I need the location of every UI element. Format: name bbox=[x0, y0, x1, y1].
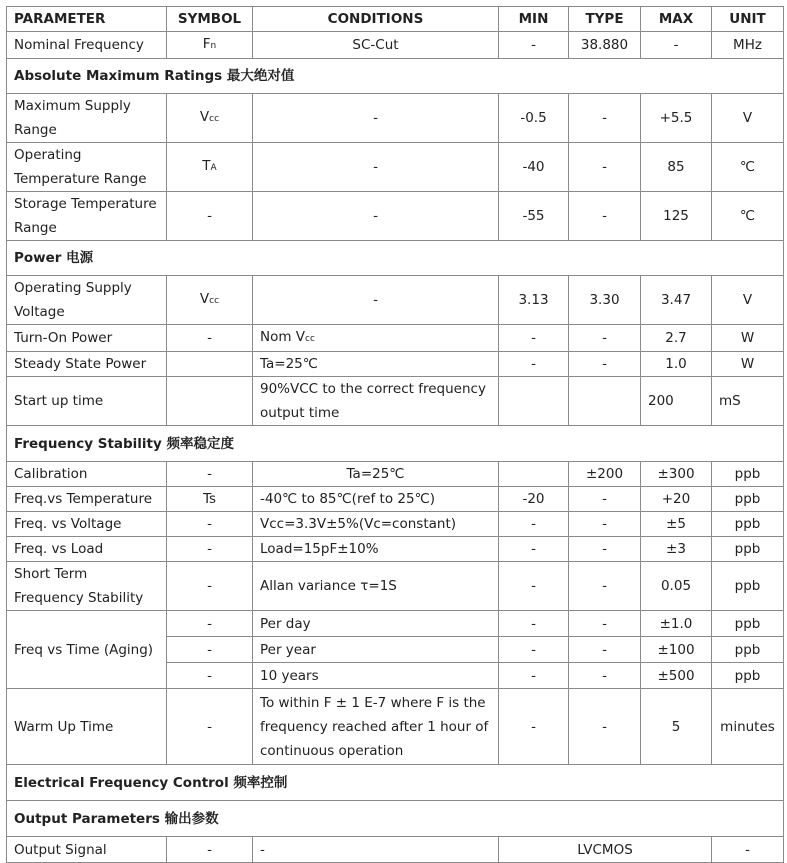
param-cell: Output Signal bbox=[7, 837, 167, 863]
max-cell: 1.0 bbox=[641, 352, 712, 377]
unit-cell: ppb bbox=[712, 512, 784, 537]
condition-cell: Ta=25℃ bbox=[253, 352, 499, 377]
param-cell: Operating Temperature Range bbox=[7, 143, 167, 192]
symbol-cell bbox=[167, 377, 253, 426]
condition-cell: Allan variance τ=1S bbox=[253, 562, 499, 611]
symbol-cell: Vcc bbox=[167, 94, 253, 143]
table-row bbox=[7, 562, 784, 611]
symbol-cell: Vcc bbox=[167, 276, 253, 325]
symbol-cell: - bbox=[167, 325, 253, 352]
unit-cell: mS bbox=[712, 377, 784, 426]
table-row bbox=[7, 377, 784, 426]
unit-cell: ℃ bbox=[712, 192, 784, 241]
condition-cell: Load=15pF±10% bbox=[253, 537, 499, 562]
min-cell bbox=[499, 462, 569, 487]
min-cell: -55 bbox=[499, 192, 569, 241]
unit-cell: ppb bbox=[712, 462, 784, 487]
max-cell: +5.5 bbox=[641, 94, 712, 143]
type-cell: - bbox=[569, 512, 641, 537]
min-cell: - bbox=[499, 352, 569, 377]
param-cell: Storage Temperature Range bbox=[7, 192, 167, 241]
symbol-cell: - bbox=[167, 562, 253, 611]
min-cell: - bbox=[499, 325, 569, 352]
type-cell: 38.880 bbox=[569, 32, 641, 59]
max-cell: 0.05 bbox=[641, 562, 712, 611]
min-cell: - bbox=[499, 537, 569, 562]
header-symbol: SYMBOL bbox=[167, 7, 253, 32]
symbol-cell: - bbox=[167, 837, 253, 863]
section-row bbox=[7, 426, 784, 462]
unit-cell: V bbox=[712, 276, 784, 325]
symbol-cell: - bbox=[167, 663, 253, 689]
table-row bbox=[7, 325, 784, 352]
type-cell: - bbox=[569, 562, 641, 611]
param-cell: Nominal Frequency bbox=[7, 32, 167, 59]
max-cell: 2.7 bbox=[641, 325, 712, 352]
param-cell: Start up time bbox=[7, 377, 167, 426]
max-cell: 200 bbox=[641, 377, 712, 426]
table-row bbox=[7, 32, 784, 59]
type-cell: - bbox=[569, 637, 641, 663]
header-row bbox=[7, 7, 784, 32]
condition-cell: - bbox=[253, 94, 499, 143]
max-cell: 3.47 bbox=[641, 276, 712, 325]
min-cell: - bbox=[499, 562, 569, 611]
header-unit: UNIT bbox=[712, 7, 784, 32]
table-row bbox=[7, 94, 784, 143]
symbol-cell: - bbox=[167, 512, 253, 537]
min-cell: - bbox=[499, 663, 569, 689]
condition-cell: -40℃ to 85℃(ref to 25℃) bbox=[253, 487, 499, 512]
condition-cell: Nom Vcc bbox=[253, 325, 499, 352]
type-cell: - bbox=[569, 192, 641, 241]
table-row bbox=[7, 487, 784, 512]
header-conditions: CONDITIONS bbox=[253, 7, 499, 32]
table-row bbox=[7, 143, 784, 192]
section-title-abs: Absolute Maximum Ratings 最大绝对值 bbox=[7, 59, 784, 94]
section-title-efc: Electrical Frequency Control 频率控制 bbox=[7, 765, 784, 801]
min-cell: -20 bbox=[499, 487, 569, 512]
section-row bbox=[7, 765, 784, 801]
unit-cell: W bbox=[712, 325, 784, 352]
unit-cell: ppb bbox=[712, 487, 784, 512]
condition-cell: SC-Cut bbox=[253, 32, 499, 59]
symbol-cell: - bbox=[167, 611, 253, 637]
condition-cell: - bbox=[253, 837, 499, 863]
type-cell: - bbox=[569, 689, 641, 765]
table-row bbox=[7, 689, 784, 765]
symbol-cell: - bbox=[167, 462, 253, 487]
unit-cell: minutes bbox=[712, 689, 784, 765]
spec-table bbox=[6, 6, 784, 863]
param-cell: Short Term Frequency Stability bbox=[7, 562, 167, 611]
type-cell: - bbox=[569, 352, 641, 377]
unit-cell: ppb bbox=[712, 637, 784, 663]
symbol-cell: - bbox=[167, 192, 253, 241]
condition-cell: Per year bbox=[253, 637, 499, 663]
value-cell: LVCMOS bbox=[499, 837, 712, 863]
type-cell: 3.30 bbox=[569, 276, 641, 325]
condition-cell: 10 years bbox=[253, 663, 499, 689]
min-cell: 3.13 bbox=[499, 276, 569, 325]
param-cell: Freq. vs Load bbox=[7, 537, 167, 562]
table-row bbox=[7, 352, 784, 377]
unit-cell: MHz bbox=[712, 32, 784, 59]
unit-cell: ppb bbox=[712, 663, 784, 689]
condition-cell: Vcc=3.3V±5%(Vc=constant) bbox=[253, 512, 499, 537]
param-cell: Warm Up Time bbox=[7, 689, 167, 765]
min-cell bbox=[499, 377, 569, 426]
type-cell: ±200 bbox=[569, 462, 641, 487]
unit-cell: V bbox=[712, 94, 784, 143]
param-cell: Calibration bbox=[7, 462, 167, 487]
param-cell: Turn-On Power bbox=[7, 325, 167, 352]
section-title-output: Output Parameters 输出参数 bbox=[7, 801, 784, 837]
max-cell: 5 bbox=[641, 689, 712, 765]
unit-cell: ppb bbox=[712, 611, 784, 637]
table-row bbox=[7, 537, 784, 562]
table-row bbox=[7, 276, 784, 325]
max-cell: ±5 bbox=[641, 512, 712, 537]
symbol-cell: - bbox=[167, 689, 253, 765]
type-cell: - bbox=[569, 94, 641, 143]
min-cell: - bbox=[499, 637, 569, 663]
condition-cell: - bbox=[253, 192, 499, 241]
header-min: MIN bbox=[499, 7, 569, 32]
min-cell: - bbox=[499, 512, 569, 537]
max-cell: ±3 bbox=[641, 537, 712, 562]
param-cell: Freq. vs Voltage bbox=[7, 512, 167, 537]
table-row bbox=[7, 192, 784, 241]
type-cell: - bbox=[569, 143, 641, 192]
type-cell bbox=[569, 377, 641, 426]
unit-cell: ppb bbox=[712, 562, 784, 611]
min-cell: -40 bbox=[499, 143, 569, 192]
section-row bbox=[7, 241, 784, 276]
min-cell: - bbox=[499, 32, 569, 59]
param-cell: Operating Supply Voltage bbox=[7, 276, 167, 325]
table-row bbox=[7, 512, 784, 537]
unit-cell: ppb bbox=[712, 537, 784, 562]
max-cell: 125 bbox=[641, 192, 712, 241]
unit-cell: W bbox=[712, 352, 784, 377]
condition-cell: - bbox=[253, 276, 499, 325]
symbol-cell bbox=[167, 352, 253, 377]
max-cell: 85 bbox=[641, 143, 712, 192]
unit-cell: - bbox=[712, 837, 784, 863]
max-cell: ±100 bbox=[641, 637, 712, 663]
max-cell: +20 bbox=[641, 487, 712, 512]
param-cell: Steady State Power bbox=[7, 352, 167, 377]
unit-cell: ℃ bbox=[712, 143, 784, 192]
type-cell: - bbox=[569, 487, 641, 512]
condition-cell: - bbox=[253, 143, 499, 192]
condition-cell: To within F ± 1 E-7 where F is the frequency reached after 1 hour of continuous operation bbox=[253, 689, 499, 765]
symbol-cell: TA bbox=[167, 143, 253, 192]
min-cell: - bbox=[499, 611, 569, 637]
type-cell: - bbox=[569, 663, 641, 689]
section-row bbox=[7, 59, 784, 94]
param-cell: Maximum Supply Range bbox=[7, 94, 167, 143]
header-type: TYPE bbox=[569, 7, 641, 32]
param-cell: Freq vs Time (Aging) bbox=[7, 611, 167, 689]
table-row bbox=[7, 611, 784, 637]
table-row bbox=[7, 462, 784, 487]
type-cell: - bbox=[569, 537, 641, 562]
min-cell: -0.5 bbox=[499, 94, 569, 143]
symbol-cell: - bbox=[167, 637, 253, 663]
type-cell: - bbox=[569, 325, 641, 352]
section-title-stability: Frequency Stability 频率稳定度 bbox=[7, 426, 784, 462]
symbol-cell: - bbox=[167, 537, 253, 562]
header-parameter: PARAMETER bbox=[7, 7, 167, 32]
max-cell: ±1.0 bbox=[641, 611, 712, 637]
symbol-cell: Fn bbox=[167, 32, 253, 59]
section-row bbox=[7, 801, 784, 837]
condition-cell: Per day bbox=[253, 611, 499, 637]
max-cell: ±300 bbox=[641, 462, 712, 487]
header-max: MAX bbox=[641, 7, 712, 32]
symbol-cell: Ts bbox=[167, 487, 253, 512]
condition-cell: 90%VCC to the correct frequency output time bbox=[253, 377, 499, 426]
section-title-power: Power 电源 bbox=[7, 241, 784, 276]
type-cell: - bbox=[569, 611, 641, 637]
max-cell: ±500 bbox=[641, 663, 712, 689]
param-cell: Freq.vs Temperature bbox=[7, 487, 167, 512]
condition-cell: Ta=25℃ bbox=[253, 462, 499, 487]
min-cell: - bbox=[499, 689, 569, 765]
max-cell: - bbox=[641, 32, 712, 59]
